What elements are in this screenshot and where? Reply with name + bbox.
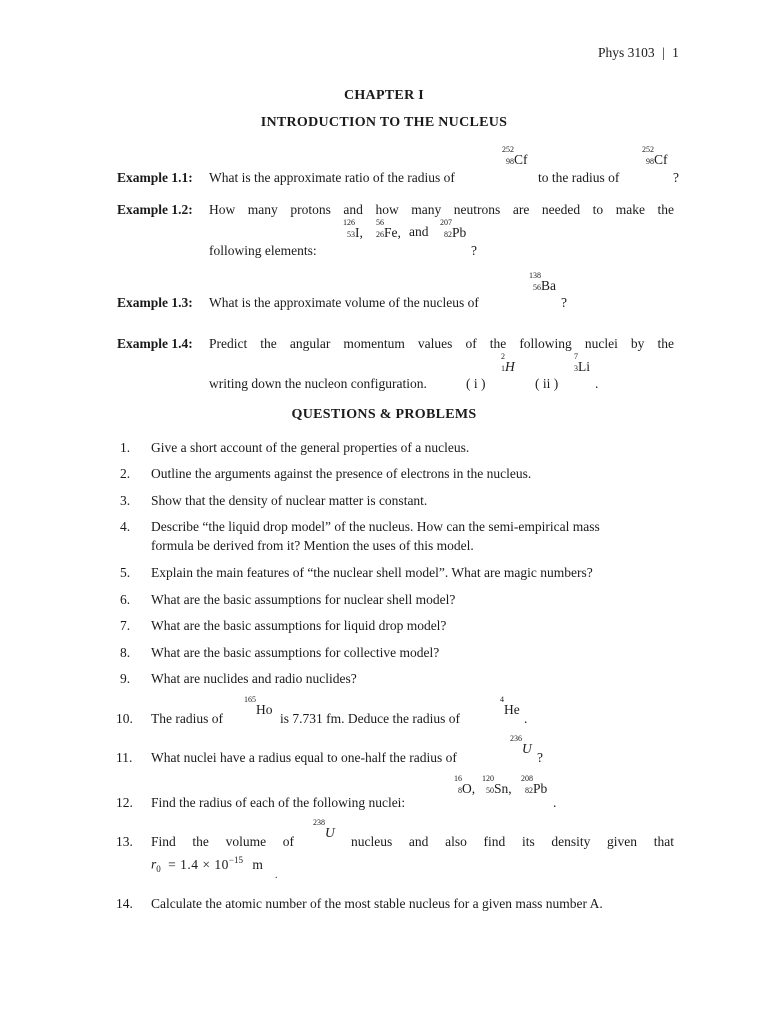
question-number: 1.	[120, 440, 131, 455]
word: neutrons	[453, 202, 501, 217]
word: also	[445, 834, 467, 849]
question-number: 8.	[120, 645, 131, 660]
mass-number: 56	[376, 218, 384, 227]
equation-unit: m	[252, 856, 263, 872]
atomic-number: 82	[525, 786, 533, 795]
word: its	[521, 834, 535, 849]
nuclide-symbol	[313, 818, 335, 842]
word: find	[483, 834, 506, 849]
question-text: The radius of	[151, 711, 223, 726]
question-text: is 7.731 fm. Deduce the radius of	[280, 711, 460, 726]
word: of	[465, 336, 477, 351]
nuclide-symbol	[529, 271, 556, 295]
example-label: Example 1.2:	[117, 202, 193, 217]
element-symbol: Ho	[256, 702, 273, 717]
part-label: ( i )	[466, 376, 486, 391]
question-text: Give a short account of the general properties of a nucleus.	[151, 440, 470, 455]
radius-subscript: 0	[156, 864, 161, 875]
nuclide-symbol	[574, 352, 590, 376]
mass-number: 126	[343, 218, 355, 227]
equation-value: = 1.4 × 10	[168, 856, 229, 872]
word: by	[630, 336, 645, 351]
word: many	[411, 202, 442, 217]
question-end: .	[553, 795, 557, 810]
word: given	[607, 834, 638, 849]
word: are	[512, 202, 530, 217]
word: Predict	[209, 336, 248, 351]
question-number: 12.	[116, 795, 133, 810]
question-number: 7.	[120, 618, 131, 633]
word: momentum	[343, 336, 405, 351]
word: density	[551, 834, 591, 849]
question-text: What are the basic assumptions for liquid drop model?	[151, 618, 447, 633]
nuclide-symbol	[482, 774, 512, 798]
element-symbol: Fe,	[384, 225, 401, 240]
chapter-heading: CHAPTER I	[343, 88, 425, 103]
atomic-number: 8	[458, 786, 462, 795]
word: that	[653, 834, 674, 849]
atomic-number: 82	[444, 230, 452, 239]
mass-number: 208	[521, 774, 533, 783]
nuclide-symbol	[642, 145, 668, 169]
chapter-title: INTRODUCTION TO THE NUCLEUS	[260, 115, 508, 130]
atomic-number: 98	[646, 157, 654, 166]
mass-number: 2	[501, 352, 505, 361]
course-code: Phys 3103	[598, 45, 655, 60]
question-end: .	[275, 870, 278, 881]
question-number: 5.	[120, 565, 131, 580]
question-text: Show that the density of nuclear matter is constant.	[151, 493, 428, 508]
word: make	[615, 202, 645, 217]
example-end: .	[595, 376, 599, 391]
atomic-number: 56	[533, 283, 541, 292]
equation-exponent: −15	[228, 855, 243, 865]
example-label: Example 1.4:	[117, 336, 193, 351]
element-symbol: H	[505, 359, 515, 374]
element-symbol: U	[325, 825, 335, 840]
question-text: Explain the main features of “the nuclear shell model”. What are magic numbers?	[151, 565, 593, 580]
page-number: 1	[672, 45, 679, 60]
example-end: ?	[673, 170, 679, 185]
question-number: 14.	[116, 896, 133, 911]
mass-number: 7	[574, 352, 578, 361]
mass-number: 165	[244, 695, 256, 704]
question-text: What are the basic assumptions for collective model?	[151, 645, 440, 660]
element-symbol: Cf	[654, 152, 668, 167]
question-number: 6.	[120, 592, 131, 607]
element-symbol: Sn,	[494, 781, 512, 796]
mass-number: 207	[440, 218, 452, 227]
word: protons	[290, 202, 331, 217]
questions-heading: QUESTIONS & PROBLEMS	[291, 407, 477, 422]
nuclide-symbol	[510, 734, 532, 758]
element-symbol: I,	[355, 225, 363, 240]
atomic-number: 26	[376, 230, 384, 239]
word: nucleus	[351, 834, 393, 849]
atomic-number: 53	[347, 230, 355, 239]
question-text-justified	[351, 834, 674, 850]
word: how	[375, 202, 399, 217]
nuclide-symbol	[521, 774, 548, 798]
example-text-justified	[209, 336, 674, 352]
nuclide-symbol	[440, 218, 467, 242]
element-symbol: He	[504, 702, 520, 717]
question-number: 3.	[120, 493, 131, 508]
question-number: 13.	[116, 834, 133, 849]
word: values	[417, 336, 453, 351]
nuclide-symbol	[501, 352, 515, 376]
question-number: 10.	[116, 711, 133, 726]
question-text: Describe “the liquid drop model” of the nucleus. How can the semi-empirical mass	[151, 519, 600, 534]
word: and	[343, 202, 363, 217]
question-text: What nuclei have a radius equal to one-half the radius of	[151, 750, 457, 765]
question-number: 9.	[120, 671, 131, 686]
header-separator: |	[662, 45, 665, 60]
mass-number: 252	[502, 145, 514, 154]
atomic-number: 98	[506, 157, 514, 166]
word: to	[592, 202, 604, 217]
word: needed	[541, 202, 581, 217]
question-end: ?	[537, 750, 543, 765]
mass-number: 138	[529, 271, 541, 280]
mass-number: 238	[313, 818, 325, 827]
page-header	[598, 45, 679, 61]
question-text: Outline the arguments against the presence of electrons in the nucleus.	[151, 466, 532, 481]
element-symbol: O,	[462, 781, 476, 796]
question-text: What are the basic assumptions for nuclear shell model?	[151, 592, 456, 607]
atomic-number: 50	[486, 786, 494, 795]
example-text-justified	[209, 202, 674, 218]
mass-number: 236	[510, 734, 522, 743]
question-text: Calculate the atomic number of the most stable nucleus for a given mass number A.	[151, 896, 603, 911]
word: many	[247, 202, 278, 217]
question-number: 11.	[116, 750, 133, 765]
part-label: ( ii )	[535, 376, 559, 391]
element-symbol: Cf	[514, 152, 528, 167]
conjunction: and	[409, 224, 429, 239]
word: following	[519, 336, 572, 351]
word: the	[489, 336, 507, 351]
mass-number: 120	[482, 774, 494, 783]
nuclide-symbol	[500, 695, 520, 719]
nuclide-symbol	[244, 695, 273, 719]
word: nuclei	[584, 336, 618, 351]
nuclide-symbol	[376, 218, 401, 242]
word: the	[260, 336, 277, 351]
word: volume	[225, 834, 267, 849]
mass-number: 16	[454, 774, 462, 783]
word: of	[282, 834, 294, 849]
element-symbol: Li	[578, 359, 590, 374]
question-number: 4.	[120, 519, 131, 534]
example-label: Example 1.3:	[117, 295, 193, 310]
example-end: ?	[471, 243, 477, 258]
word: angular	[289, 336, 331, 351]
question-text: formula be derived from it? Mention the uses of this model.	[151, 538, 474, 553]
word: the	[657, 336, 674, 351]
mass-number: 252	[642, 145, 654, 154]
nuclide-symbol	[502, 145, 528, 169]
word: the	[192, 834, 209, 849]
question-text: What are nuclides and radio nuclides?	[151, 671, 357, 686]
element-symbol: U	[522, 741, 532, 756]
word: Find	[151, 834, 176, 849]
example-end: ?	[561, 295, 567, 310]
word: the	[657, 202, 674, 217]
word: How	[209, 202, 236, 217]
question-number: 2.	[120, 466, 131, 481]
atomic-number: 3	[574, 364, 578, 373]
nuclide-symbol	[454, 774, 476, 798]
nuclide-symbol	[343, 218, 363, 242]
equation-r0	[151, 855, 263, 874]
word: and	[408, 834, 429, 849]
mass-number: 4	[500, 695, 504, 704]
atomic-number: 1	[501, 364, 505, 373]
element-symbol: Ba	[541, 278, 556, 293]
example-text: following elements:	[209, 243, 317, 258]
question-end: .	[524, 711, 528, 726]
example-text: to the radius of	[538, 170, 620, 185]
example-text: What is the approximate ratio of the radius of	[209, 170, 455, 185]
element-symbol: Pb	[533, 781, 548, 796]
element-symbol: Pb	[452, 225, 467, 240]
example-text: writing down the nucleon configuration.	[209, 376, 427, 391]
example-label: Example 1.1:	[117, 170, 193, 185]
question-text: Find the radius of each of the following nuclei:	[151, 795, 406, 810]
radius-symbol: r	[151, 856, 157, 872]
question-text-justified	[151, 834, 294, 850]
example-text: What is the approximate volume of the nucleus of	[209, 295, 479, 310]
